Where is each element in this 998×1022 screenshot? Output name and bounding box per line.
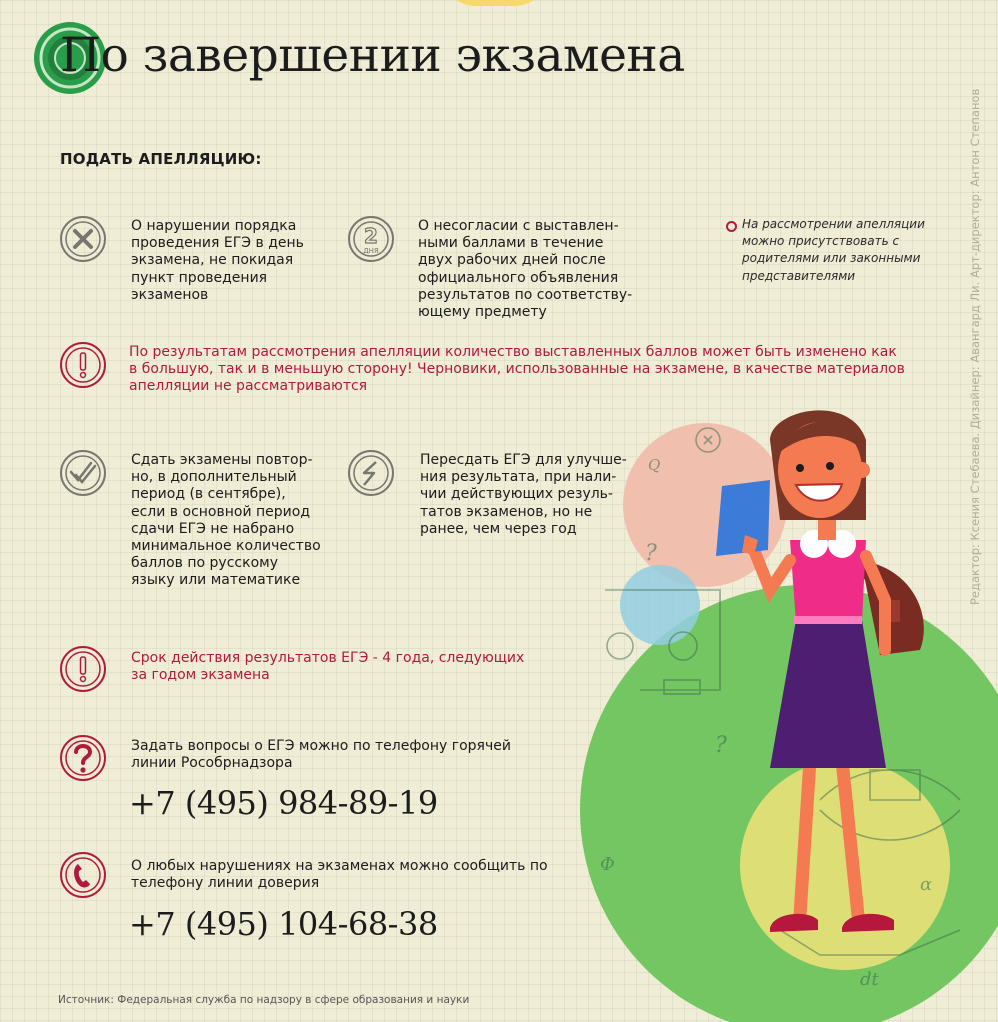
validity-warning: Срок действия результатов ЕГЭ - 4 года, следующих за годом экзамена xyxy=(131,650,525,684)
retake-improve: Пересдать ЕГЭ для улучше- ния результата, при нали- чии действующих резуль- татов экзаменов, но не ранее, чем через год xyxy=(420,452,627,537)
hotline-text: Задать вопросы о ЕГЭ можно по телефону горячей линии Рособрнадзора xyxy=(131,738,511,772)
page-title: По завершении экзамена xyxy=(60,28,685,83)
credits: Редактор: Ксения Стебаева. Дизайнер: Авангард Ли. Арт-директор: Антон Степанов xyxy=(968,88,982,605)
trustline-phone[interactable]: +7 (495) 104-68-38 xyxy=(129,905,438,943)
appeal-heading: ПОДАТЬ АПЕЛЛЯЦИЮ: xyxy=(60,150,262,168)
cross-circle-icon xyxy=(58,214,108,264)
svg-text:?: ? xyxy=(715,733,727,758)
svg-text:α: α xyxy=(920,874,933,895)
appeal-result-warning: По результатам рассмотрения апелляции количество выставленных баллов может быть изменено как в большую, так и в меньшую сторону! Черновики, использованные на экзамене, в качестве материалов апелляции не рассматриваются xyxy=(129,344,905,395)
source-note: Источник: Федеральная служба по надзору в сфере образования и науки xyxy=(58,994,470,1006)
two-days-icon xyxy=(346,214,396,264)
appeal-note: На рассмотрении апелляции можно присутствовать с родителями или законными представителями xyxy=(742,217,925,283)
question-icon xyxy=(58,733,108,783)
double-check-icon xyxy=(58,448,108,498)
svg-text:Φ: Φ xyxy=(600,854,615,875)
appeal-item-disagreement: О несогласии с выставлен- ными баллами в течение двух рабочих дней после официального объявления результатов по соответству- ющему предмету xyxy=(418,218,633,321)
retake-september: Сдать экзамены повтор- но, в дополнительный период (в сентябре), если в основной период сдачи ЕГЭ не набрано минимальное количество баллов по русскому языку или математике xyxy=(131,452,321,589)
appeal-item-procedure: О нарушении порядка проведения ЕГЭ в день экзамена, не покидая пункт проведения экзаменов xyxy=(131,218,304,303)
lightning-icon xyxy=(346,448,396,498)
note-bullet-icon xyxy=(726,221,737,232)
svg-text:dt: dt xyxy=(860,969,879,990)
svg-text:ДНЯ: ДНЯ xyxy=(363,247,379,255)
exclamation-icon xyxy=(58,644,108,694)
hotline-phone[interactable]: +7 (495) 984-89-19 xyxy=(129,784,438,822)
trustline-text: О любых нарушениях на экзаменах можно сообщить по телефону линии доверия xyxy=(131,858,548,892)
svg-text:2: 2 xyxy=(364,224,378,248)
phone-handset-icon xyxy=(58,850,108,900)
svg-text:?: ? xyxy=(645,541,657,566)
svg-text:Q: Q xyxy=(648,456,661,474)
exclamation-icon xyxy=(58,340,108,390)
student-illustration xyxy=(580,410,998,1022)
top-decor-arc xyxy=(440,0,550,6)
